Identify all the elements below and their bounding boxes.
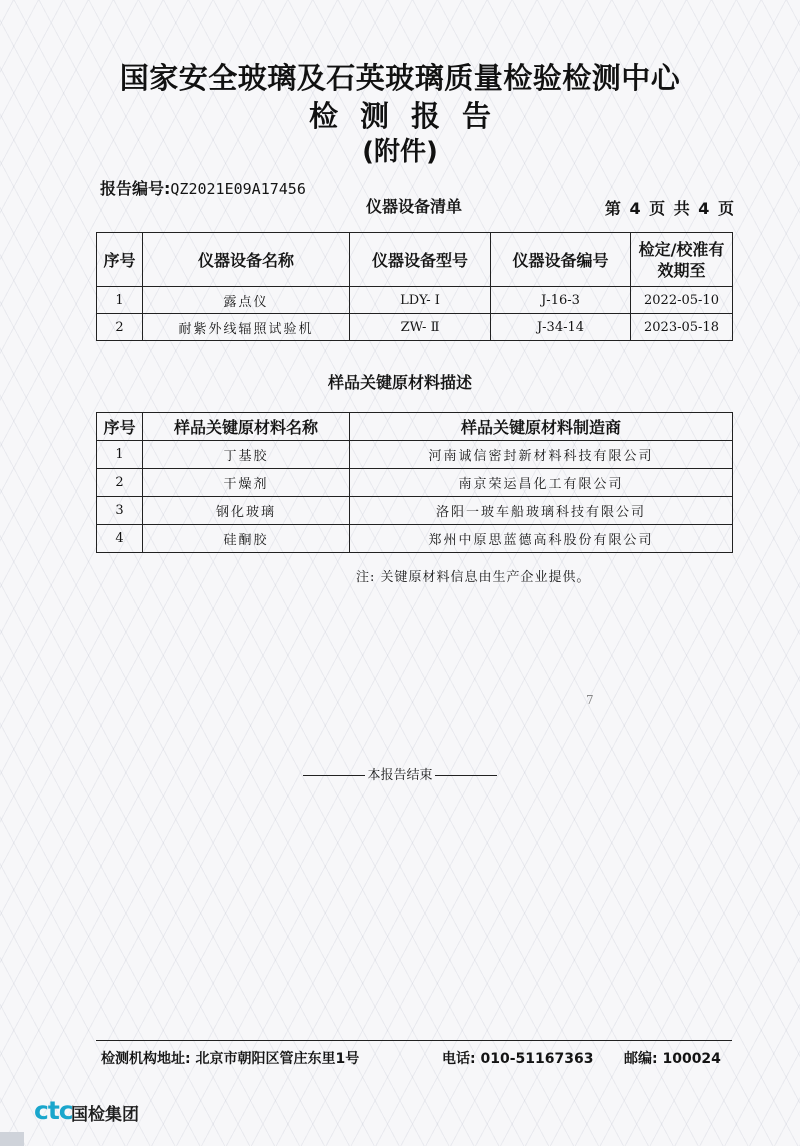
materials-table [96, 412, 733, 553]
col-header-material-name: 样品关键原材料名称 [143, 413, 350, 441]
cell-manufacturer: 河南诚信密封新材料科技有限公司 [350, 441, 733, 469]
footer-postcode: 邮编: 100024 [624, 1051, 721, 1067]
cell-valid-until: 2022-05-10 [631, 287, 733, 314]
report-title: 国家安全玻璃及石英玻璃质量检验检测中心 [119, 61, 681, 95]
cell-equipment-name: 耐紫外线辐照试验机 [143, 314, 350, 341]
table-row [97, 497, 733, 525]
cell-no: 4 [97, 525, 143, 553]
cell-material-name: 丁基胶 [143, 441, 350, 469]
col-header-equipment-code: 仪器设备编号 [491, 233, 631, 287]
cell-material-name: 钢化玻璃 [143, 497, 350, 525]
col-header-equipment-name: 仪器设备名称 [143, 233, 350, 287]
cell-no: 1 [97, 287, 143, 314]
end-dash-right [435, 775, 497, 776]
cell-manufacturer: 郑州中原思蓝德高科股份有限公司 [350, 525, 733, 553]
footer-divider [96, 1040, 732, 1041]
cell-equipment-code: J-16-3 [491, 287, 631, 314]
cell-manufacturer: 洛阳一玻车船玻璃科技有限公司 [350, 497, 733, 525]
page-indicator: 第 4 页 共 4 页 [604, 199, 734, 218]
equipment-section-title: 仪器设备清单 [366, 197, 463, 216]
table-row [97, 469, 733, 497]
report-subtitle: 检测报告 [308, 99, 513, 133]
cell-no: 2 [97, 314, 143, 341]
cell-material-name: 硅酮胶 [143, 525, 350, 553]
table-row [97, 314, 733, 341]
table-row [97, 441, 733, 469]
table-row [97, 525, 733, 553]
company-logo-name: 国检集团 [71, 1105, 139, 1125]
cell-no: 2 [97, 469, 143, 497]
stray-mark: 7 [586, 693, 594, 707]
report-end-text: 本报告结束 [367, 768, 433, 783]
cell-equipment-model: LDY- Ⅰ [350, 287, 491, 314]
table-row [97, 287, 733, 314]
scan-corner [0, 1132, 24, 1146]
col-header-no: 序号 [97, 233, 143, 287]
equipment-table [96, 232, 733, 341]
report-end-marker [0, 764, 800, 783]
footer-phone: 电话: 010-51167363 [442, 1051, 594, 1067]
cell-equipment-name: 露点仪 [143, 287, 350, 314]
report-number-label: 报告编号: [100, 179, 171, 198]
col-header-no: 序号 [97, 413, 143, 441]
cell-no: 3 [97, 497, 143, 525]
cell-valid-until: 2023-05-18 [631, 314, 733, 341]
report-number-value: QZ2021E09A17456 [170, 180, 306, 198]
cell-equipment-model: ZW- Ⅱ [350, 314, 491, 341]
equipment-table-header [97, 233, 733, 287]
cell-equipment-code: J-34-14 [491, 314, 631, 341]
report-number [100, 176, 306, 199]
cell-manufacturer: 南京荣运昌化工有限公司 [350, 469, 733, 497]
ctc-logo-icon: ctc [34, 1096, 73, 1125]
cell-material-name: 干燥剂 [143, 469, 350, 497]
materials-section-title: 样品关键原材料描述 [327, 373, 472, 392]
col-header-equipment-model: 仪器设备型号 [350, 233, 491, 287]
materials-table-header [97, 413, 733, 441]
footer-address: 检测机构地址: 北京市朝阳区管庄东里1号 [101, 1051, 360, 1067]
report-attachment-label: (附件) [362, 137, 438, 167]
cell-no: 1 [97, 441, 143, 469]
end-dash-left [303, 775, 365, 776]
col-header-manufacturer: 样品关键原材料制造商 [350, 413, 733, 441]
col-header-valid-until: 检定/校准有效期至 [631, 233, 733, 287]
materials-note: 注: 关键原材料信息由生产企业提供。 [356, 570, 591, 585]
